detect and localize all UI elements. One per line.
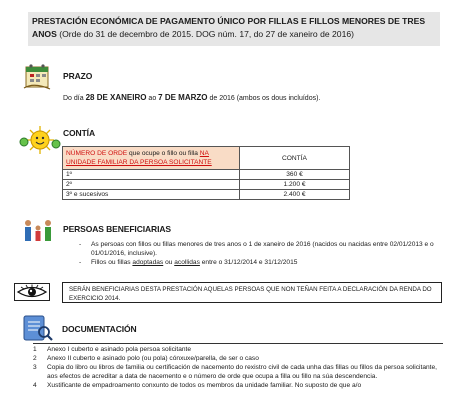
row-order: 1º	[63, 170, 240, 180]
beneficiarias-heading: PERSOAS BENEFICIARIAS	[63, 224, 171, 234]
row-order: 2º	[63, 180, 240, 190]
header-red-2: NA UNIDADE FAMILIAR DA PERSOA SOLICITANTE	[66, 150, 212, 166]
prazo-heading: PRAZO	[63, 71, 93, 81]
documentacion-list	[33, 343, 443, 390]
doc-text: Anexo II cuberto e asinado polo (ou pola) cónxuxe/parella, de ser o caso	[47, 355, 259, 362]
doc-text: Anexo I cuberto e asinado pola persoa solicitante	[47, 346, 192, 353]
doc-num: 4	[33, 382, 37, 389]
doc-num: 2	[33, 355, 37, 362]
list-item: - As persoas con fillos ou fillas menores de tres anos o 1 de xaneiro de 2016 (nacidos ou nacidas entre 02/01/2013 e o 01/01/2016, inclusive).	[79, 240, 439, 258]
item2-mid: ou	[163, 259, 175, 266]
doc-num: 1	[33, 346, 37, 353]
doc-num: 3	[33, 364, 37, 371]
document-title	[28, 12, 440, 46]
row-amount: 2.400 €	[240, 190, 350, 200]
prazo-suffix: de 2016 (ambos os dous incluídos).	[207, 95, 321, 102]
table-row	[63, 180, 350, 190]
item2-adoptadas: adoptadas	[132, 259, 164, 266]
header-black: que ocupe o fillo ou filla	[127, 150, 200, 157]
table-header-order	[63, 147, 240, 170]
row-amount: 1.200 €	[240, 180, 350, 190]
documentacion-heading: DOCUMENTACIÓN	[62, 324, 137, 334]
title-bold: PRESTACIÓN ECONÓMICA DE PAGAMENTO ÚNICO POR FILLAS E FILLOS MENORES DE TRES ANOS	[32, 16, 426, 39]
contia-heading: CONTÍA	[63, 128, 95, 138]
row-order: 3º e sucesivos	[63, 190, 240, 200]
list-item	[33, 345, 443, 354]
item2-acollidas: acollidas	[174, 259, 200, 266]
item2-suffix: entre o 31/12/2014 e 31/12/2015	[199, 259, 298, 266]
list-item	[33, 354, 443, 363]
prazo-text	[63, 93, 320, 103]
list-item	[33, 363, 443, 381]
table-row	[63, 170, 350, 180]
sun-coins-icon	[18, 124, 62, 161]
title-normal: (Orde do 31 de decembro de 2015. DOG núm. 17, do 27 de xaneiro de 2016)	[56, 29, 354, 39]
prazo-date-start: 28 DE XANEIRO	[85, 93, 147, 102]
header-red-1: NÚMERO DE ORDE	[66, 150, 128, 157]
prazo-middle: ao	[146, 95, 159, 102]
item2-prefix: Fillos ou fillas	[91, 259, 133, 266]
row-amount: 360 €	[240, 170, 350, 180]
doc-text: Copia do libro ou libros de familia ou certificación de nacemento do rexistro civil de cada unha das fillas ou fillos da persoa solicitante, aos efectos de acreditar a data de nacemento e o número de orde que ocupa a filla ou fillo na súa descendencia.	[47, 364, 437, 380]
calendar-icon	[20, 62, 54, 97]
notice-box: SERÁN BENEFICIARIAS DESTA PRESTACIÓN AQUELAS PERSOAS QUE NON TEÑAN FEITA A DECLARACIÓN DA RENDA DO EXERCICIO 2014.	[62, 282, 442, 303]
beneficiarias-list	[79, 240, 439, 267]
list-item	[33, 381, 443, 390]
doc-text: Xustificante de empadroamento conxunto de todos os membros da unidade familiar. No suposto de que a/o	[47, 382, 362, 389]
prazo-date-end: 7 DE MARZO	[158, 93, 208, 102]
table-header-row	[63, 147, 350, 170]
list-item	[79, 258, 439, 267]
contia-table	[62, 146, 350, 200]
eye-icon	[14, 283, 50, 301]
prazo-prefix: Do día	[63, 95, 86, 102]
table-row	[63, 190, 350, 200]
family-icon	[20, 219, 56, 250]
table-header-contia: CONTÍA	[240, 147, 350, 170]
